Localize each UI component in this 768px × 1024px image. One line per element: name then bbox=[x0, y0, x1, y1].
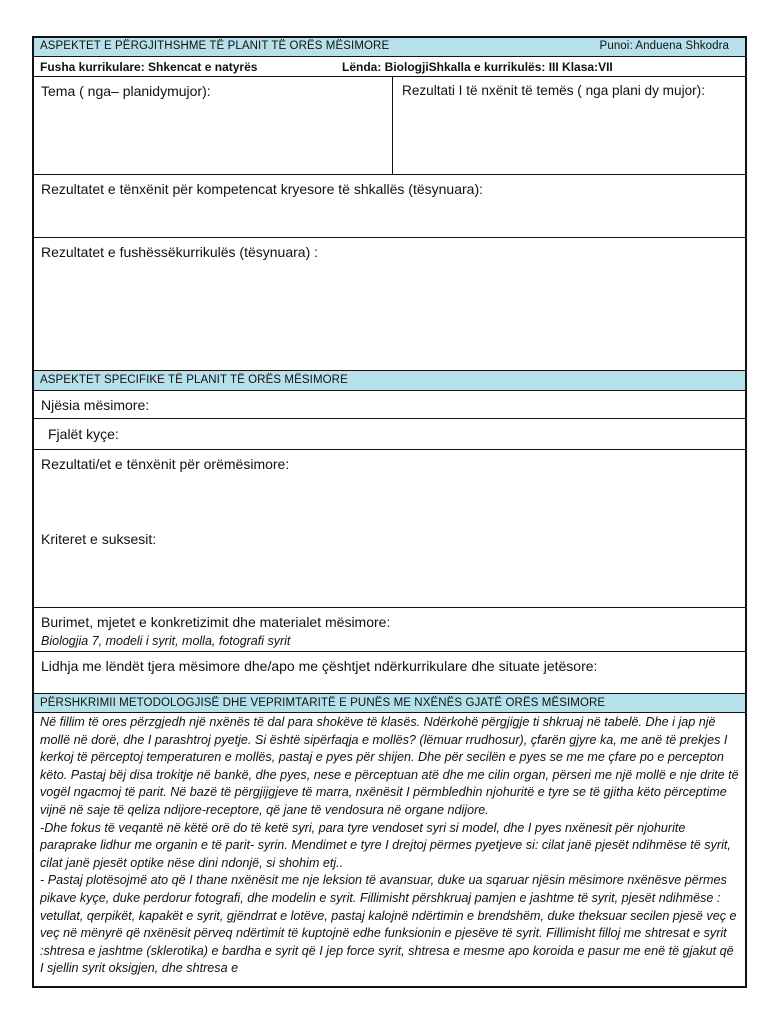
curriculum-info-row bbox=[34, 57, 745, 77]
field-results-row bbox=[34, 238, 745, 371]
field-results-label: Rezultatet e fushëssëkurrikulës (tësynuara) : bbox=[41, 244, 319, 260]
keywords-row bbox=[34, 419, 745, 450]
methodology-header bbox=[34, 694, 745, 713]
lesson-plan-form bbox=[32, 36, 747, 988]
lesson-results-label: Rezultati/et e tënxënit për orëmësimore: bbox=[41, 456, 290, 472]
competence-results-row bbox=[34, 175, 745, 238]
methodology-body bbox=[34, 714, 745, 986]
topic-row bbox=[34, 77, 745, 175]
methodology-paragraph: -Dhe fokus të veqantë në këtë orë do të ketë syri, para tyre vendoset syri si model, dhe I pyes nxënesit për njohurite paraprake lidhur me organin e të parit- syrin. Mendimet e tyre I drejtoj përmes pyetjeve si: cilat janë pjesët ndihmëse të syrit, cilat janë pjesët optike nëse dini ndonjë, si shohim etj.. bbox=[40, 820, 731, 870]
unit-label: Njësia mësimore: bbox=[41, 397, 150, 413]
topic-label: Tema ( nga– planidymujor): bbox=[41, 83, 211, 99]
curriculum-field: Fusha kurrikulare: Shkencat e natyrës bbox=[40, 60, 258, 74]
author-name: Punoi: Anduena Shkodra bbox=[599, 40, 729, 52]
topic-divider bbox=[392, 77, 393, 174]
competence-results-label: Rezultatet e tënxënit për kompetencat kryesore të shkallës (tësynuara): bbox=[41, 181, 483, 197]
connections-label: Lidhja me lëndët tjera mësimore dhe/apo me çështjet ndërkurrikulare dhe situate jetësore: bbox=[41, 658, 598, 674]
success-criteria-label: Kriteret e suksesit: bbox=[41, 531, 157, 547]
general-aspects-title: ASPEKTET E PËRGJITHSHME TË PLANIT TË ORËS MËSIMORE bbox=[40, 40, 390, 52]
keywords-label: Fjalët kyçe: bbox=[48, 426, 119, 442]
general-aspects-header bbox=[34, 38, 745, 57]
subject-grade: Lënda: BiologjiShkalla e kurrikulës: III Klasa:VII bbox=[342, 60, 613, 74]
topic-result-label: Rezultati I të nxënit të temës ( nga plani dy mujor): bbox=[402, 83, 705, 98]
methodology-paragraph: - Pastaj plotësojmë ato që I thane nxënësit me nje leksion të avansuar, duke ua sqaruar njësin mësimore nxënësve përmes pikave kyçe, duke perdorur fotografi, dhe modelin e syrit. Fillimisht përshkruaj pamjen e jashtme të syrit, pjesët ndihmëse : vetullat, qerpikët, kapakët e syrit, gjëndrrat e lotëve, pastaj kalojnë ndërtimin e brendshëm, duke theksuar secilen pjesë veç e veç në mënyrë që nxënësit përveq ndërtimit të kuptojnë edhe funksionin e pjesëve të syrit. Fillimisht filloj me shtresat e syrit :shtresa e jashtme (sklerotika) e bardha e syrit që I jep force syrit, shtresa e mesme apo koroida e pasur me enë të gjakut që I sjellin syrit oksigjen, dhe shtresa e bbox=[40, 873, 737, 976]
resources-label: Burimet, mjetet e konkretizimit dhe materialet mësimore: bbox=[41, 614, 391, 630]
resources-value: Biologjia 7, modeli i syrit, molla, fotografi syrit bbox=[41, 634, 291, 648]
methodology-title: PËRSHKRIMII METODOLOGJISË DHE VEPRIMTARITË E PUNËS ME NXËNËS GJATË ORËS MËSIMORE bbox=[40, 697, 606, 709]
lesson-results-row bbox=[34, 450, 745, 608]
specific-aspects-title: ASPEKTET SPECIFIKE TË PLANIT TË ORËS MËSIMORE bbox=[40, 374, 348, 386]
specific-aspects-header bbox=[34, 371, 745, 391]
resources-row bbox=[34, 608, 745, 652]
unit-row bbox=[34, 391, 745, 419]
connections-row bbox=[34, 652, 745, 694]
methodology-paragraph: Në fillim të ores përzgjedh një nxënës të dal para shokëve të klasës. Ndërkohë përgjigje ti shkruaj në tabelë. Dhe i jap një mollë në dorë, dhe I parashtroj pyetje. Si është sipërfaqja e mollës? (lëmuar rrudhosur), çfarën gjyre ka, me anë të prekjes I kerkoj të përceptoj temperaturen e mollës, pastaj e pyes për shijen. Dhe për secilën e pyes se me me çfare po e percepton këto. Pastaj bëj disa trokitje në bankë, dhe pyes, nese e përceptuan atë dhe me cilin organ, përseri me një mollë e nje drite të vogël ngacmoj të parit. Në bazë të përgjijgjeve të marra, nxënësit I përmbledhin njohuritë e tyre se të gjitha këto përceptime vijnë në saje të qeliza ndijore-receptore, që jane të vendosura në organe ndijore. bbox=[40, 715, 739, 817]
